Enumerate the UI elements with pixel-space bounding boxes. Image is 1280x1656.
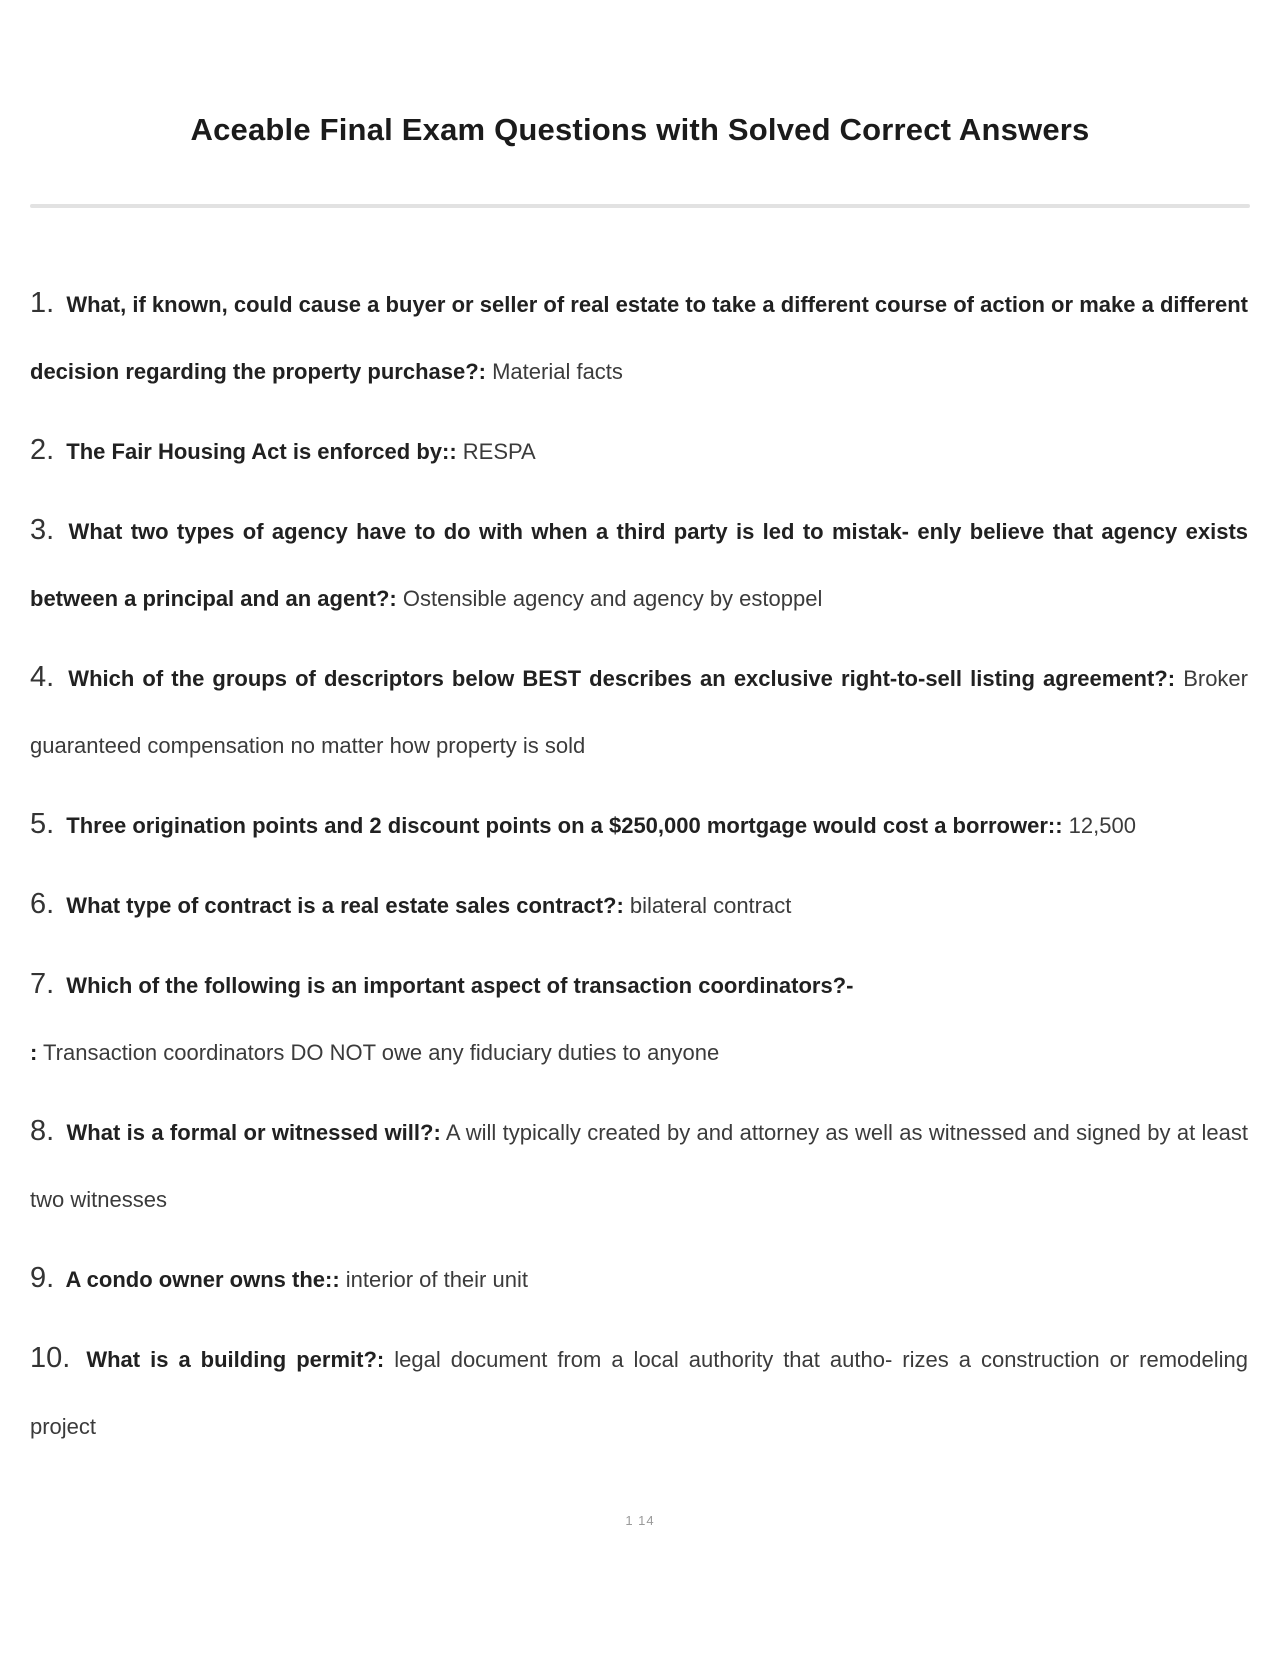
answer-text: interior of their unit: [339, 1267, 528, 1292]
answer-text: Broker guaranteed compensation no matter how property is sold: [30, 666, 1248, 758]
page-number: 1 14: [625, 1513, 655, 1528]
answer-text: Transaction coordinators DO NOT owe any fiduciary duties to anyone: [37, 1040, 720, 1065]
answer-text: bilateral contract: [623, 893, 792, 918]
question-number: 3.: [30, 514, 55, 546]
answer-prefix: :: [30, 1040, 38, 1065]
answer-text: Material facts: [485, 359, 623, 384]
question-item: [30, 1098, 1248, 1233]
question-number: 7.: [30, 968, 55, 1000]
question-number: 4.: [30, 661, 55, 693]
question-number: 8.: [30, 1115, 55, 1147]
answer-text: A will typically created by and attorney as well as witnessed and signed by at least two witnesses: [30, 1120, 1248, 1212]
answer-text: RESPA: [456, 439, 536, 464]
question-text: Which of the groups of descriptors below BEST describes an exclusive right-to-sell listing agreement?:: [60, 666, 1176, 691]
question-text: What two types of agency have to do with when a third party is led to mistak- enly believe that agency exists between a principal and an agent?:: [30, 519, 1248, 611]
question-item: [30, 270, 1248, 405]
page-title: Aceable Final Exam Questions with Solved Correct Answers: [190, 112, 1090, 147]
question-text: What is a building permit?:: [76, 1347, 385, 1372]
question-number: 1.: [30, 287, 55, 319]
question-number: 5.: [30, 808, 55, 840]
question-text: What type of contract is a real estate sales contract?:: [60, 893, 624, 918]
question-item: [30, 871, 1248, 939]
question-text: What is a formal or witnessed will?:: [60, 1120, 441, 1145]
answer-text: Ostensible agency and agency by estoppel: [396, 586, 823, 611]
question-number: 2.: [30, 434, 55, 466]
question-text: Which of the following is an important aspect of transaction coordinators?-: [60, 973, 854, 998]
question-text: What, if known, could cause a buyer or seller of real estate to take a different course of action or make a different decision regarding the property purchase?:: [30, 292, 1248, 384]
question-number: 6.: [30, 888, 55, 920]
question-item: [30, 1245, 1248, 1313]
question-item: [30, 791, 1248, 859]
question-item: [30, 951, 1248, 1086]
answer-text: 12,500: [1062, 813, 1136, 838]
question-item: [30, 417, 1248, 485]
answer-text: legal document from a local authority that autho- rizes a construction or remodeling project: [30, 1347, 1248, 1439]
question-item: [30, 1325, 1248, 1460]
question-text: A condo owner owns the::: [60, 1267, 340, 1292]
question-number: 10.: [30, 1342, 71, 1374]
question-item: [30, 497, 1248, 632]
questions-list: [0, 208, 1280, 1460]
question-number: 9.: [30, 1262, 55, 1294]
question-text: Three origination points and 2 discount points on a $250,000 mortgage would cost a borrower::: [60, 813, 1063, 838]
question-text: The Fair Housing Act is enforced by::: [60, 439, 457, 464]
question-item: [30, 644, 1248, 779]
